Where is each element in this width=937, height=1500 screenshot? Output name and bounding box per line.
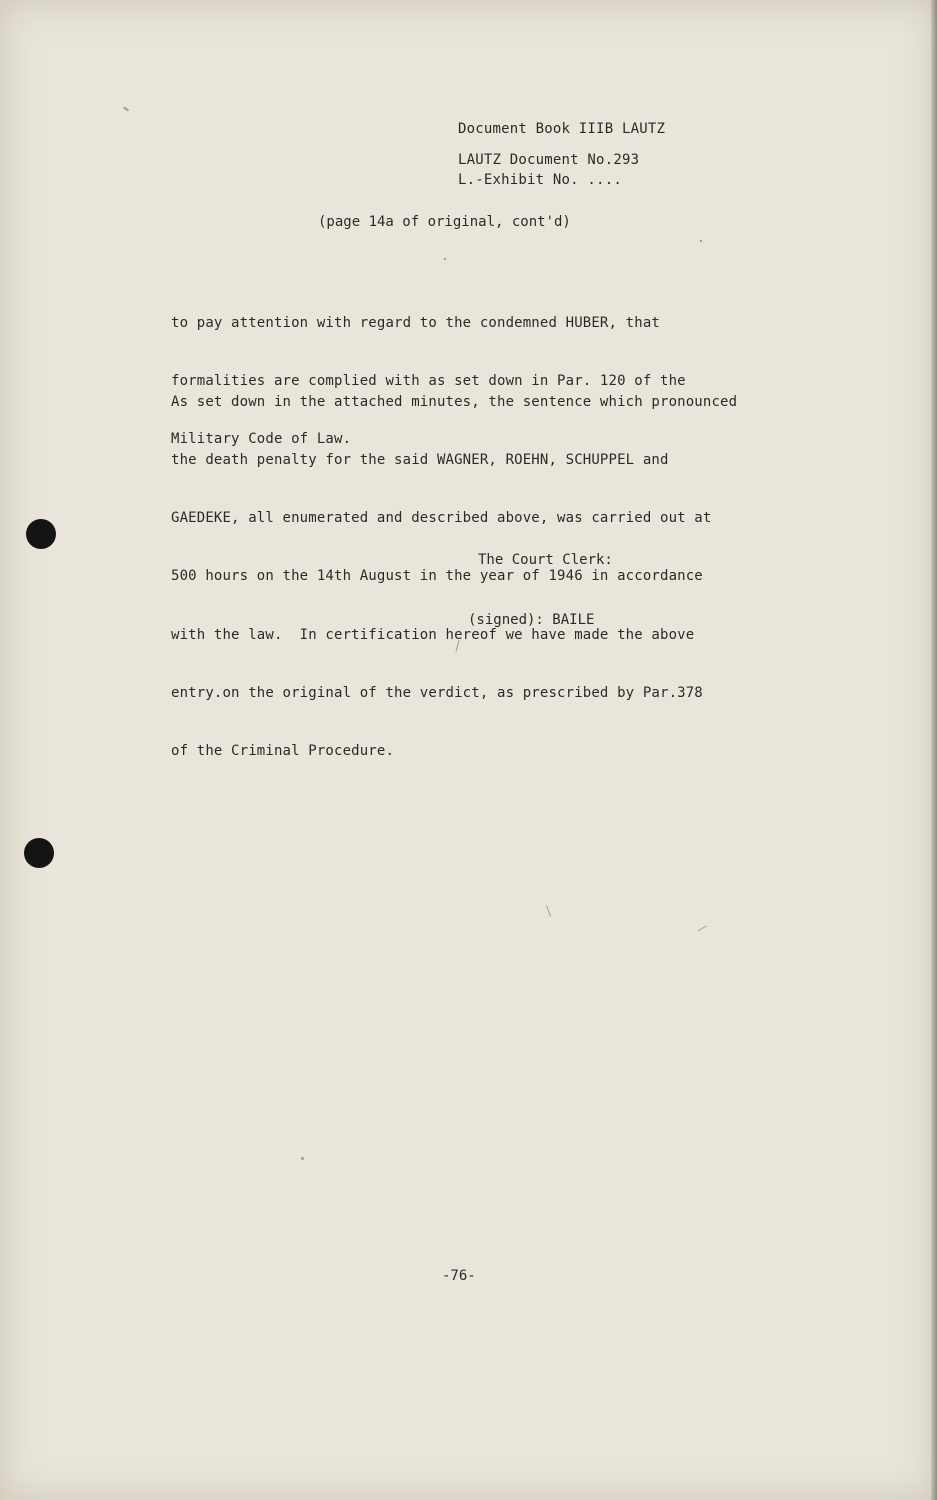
- paragraph-line: GAEDEKE, all enumerated and described above, was carried out at: [171, 510, 712, 527]
- paragraph-line: with the law. In certification hereof we have made the above: [171, 626, 695, 643]
- paragraph-line: the death penalty for the said WAGNER, ROEHN, SCHUPPEL and: [171, 452, 669, 469]
- signature-signed: (signed): BAILE: [468, 612, 595, 628]
- document-header: [458, 119, 665, 190]
- paragraph-line: As set down in the attached minutes, the sentence which pronounced: [171, 393, 738, 410]
- exhibit-number-line: L.-Exhibit No. ....: [458, 172, 622, 188]
- paper-speck: [301, 1157, 304, 1160]
- paper-speck: [700, 240, 702, 242]
- document-book-line: Document Book IIIB LAUTZ: [458, 121, 666, 137]
- paragraph-line: 500 hours on the 14th August in the year of 1946 in accordance: [171, 568, 703, 585]
- punch-hole-icon: [26, 519, 56, 549]
- paragraph-line: entry.on the original of the verdict, as prescribed by Par.378: [171, 684, 703, 701]
- paper-speck: [697, 926, 706, 932]
- paragraph-2: [171, 354, 737, 800]
- page-reference: (page 14a of original, cont'd): [318, 214, 571, 230]
- signature-title: The Court Clerk:: [478, 552, 613, 568]
- page-edge-shadow: [931, 0, 937, 1500]
- paragraph-line: Military Code of Law.: [171, 431, 352, 448]
- paragraph-line: to pay attention with regard to the condemned HUBER, that: [171, 314, 660, 331]
- document-number-line: LAUTZ Document No.293: [458, 152, 640, 168]
- paper-speck: [444, 258, 446, 260]
- signature-block: [468, 510, 613, 670]
- punch-hole-icon: [24, 838, 54, 868]
- page-number: -76-: [442, 1268, 476, 1284]
- paper-speck: [546, 905, 551, 917]
- paper-speck: [123, 106, 129, 111]
- paragraph-line: formalities are complied with as set down in Par. 120 of the: [171, 373, 686, 390]
- paragraph-line: of the Criminal Procedure.: [171, 743, 395, 760]
